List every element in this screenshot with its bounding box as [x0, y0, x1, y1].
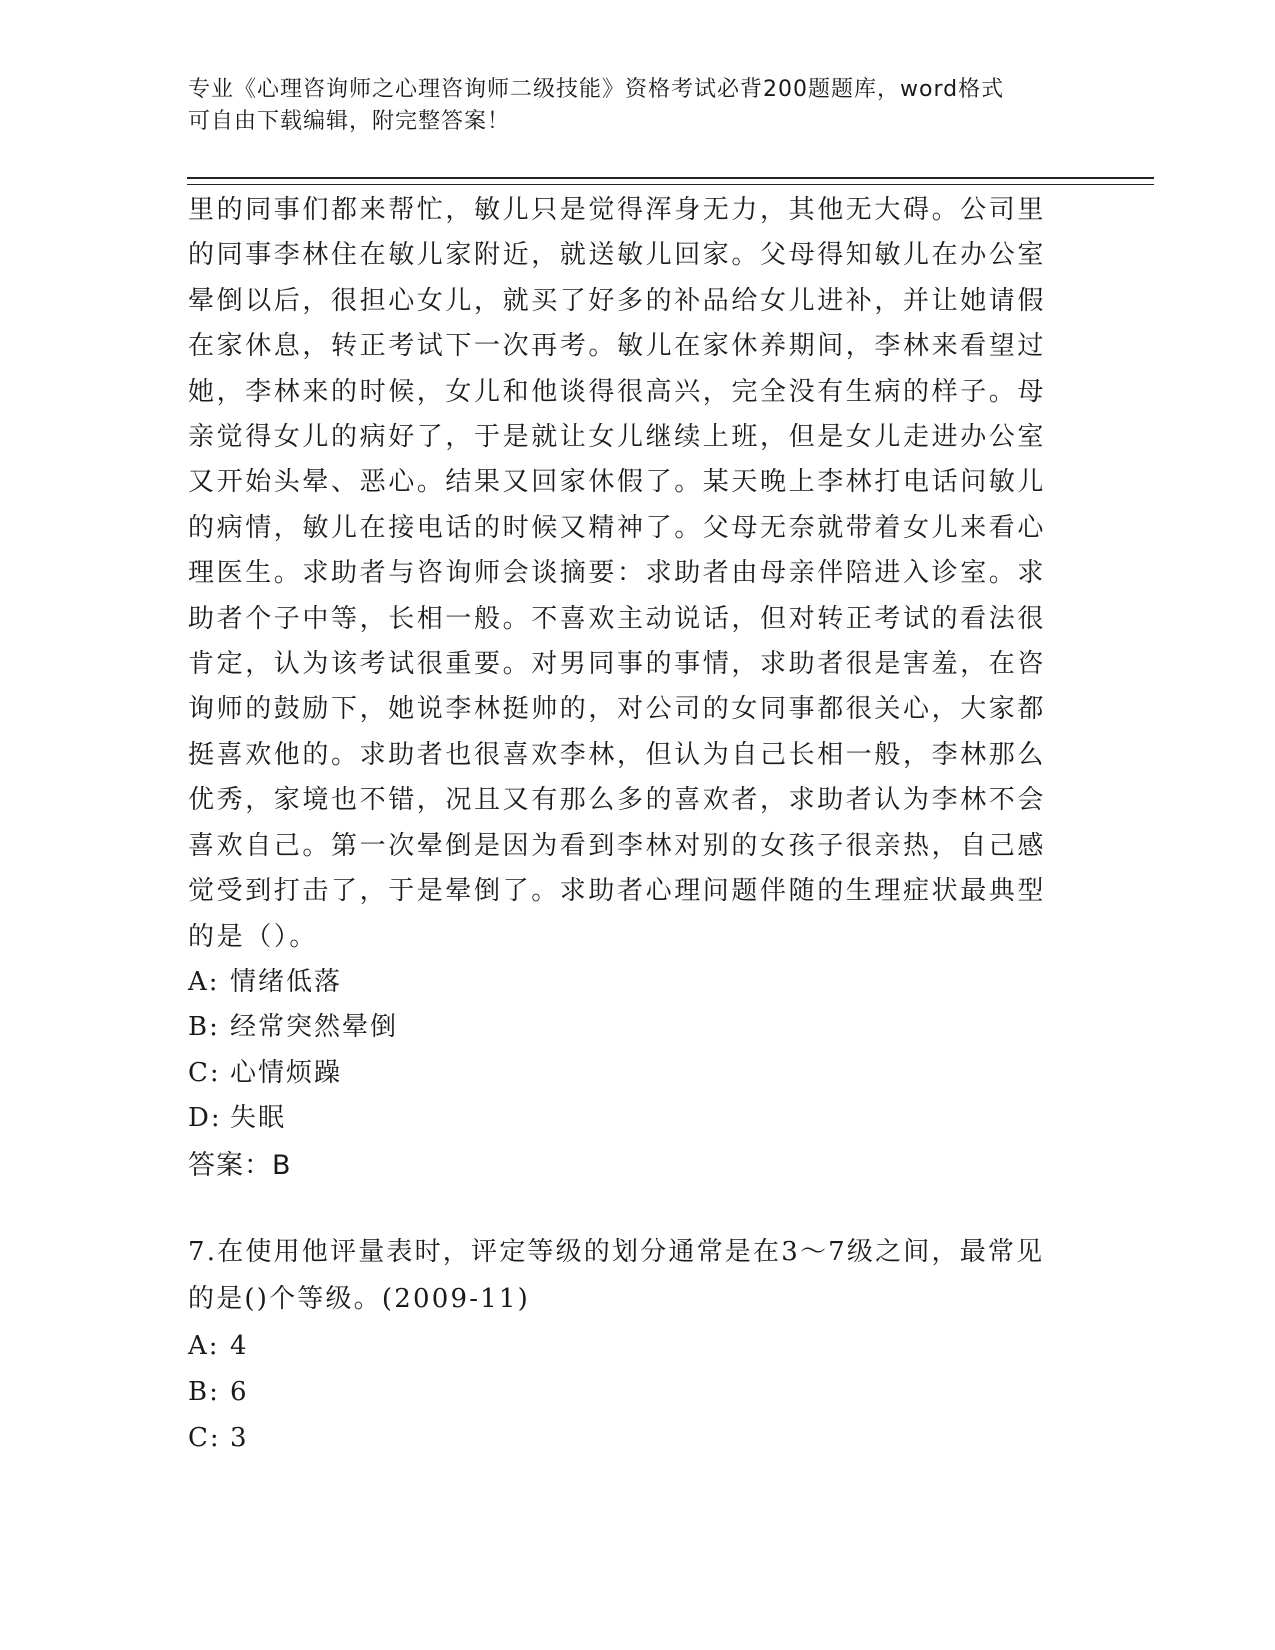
header-line-2: 可自由下载编辑，附完整答案！: [188, 109, 511, 134]
question-6-options: [188, 960, 1068, 1142]
option-text: 失眠: [230, 1103, 287, 1134]
option-text: 6: [230, 1376, 249, 1407]
question-7-text: 7.在使用他评量表时，评定等级的划分通常是在3～7级之间，最常见的是()个等级。(2009-11): [188, 1236, 1045, 1314]
question-7-options: [188, 1323, 1068, 1461]
option-letter: B:: [188, 1376, 220, 1407]
option-letter: B:: [188, 1012, 220, 1043]
option-text: 经常突然晕倒: [230, 1012, 399, 1043]
header-divider-thin: [187, 184, 1154, 185]
page-header: [188, 74, 1068, 138]
header-divider-thick: [187, 177, 1154, 179]
option-text: 情绪低落: [230, 966, 343, 997]
option-text: 心情烦躁: [230, 1057, 343, 1088]
question-6: [188, 188, 1068, 1189]
option-a: [188, 960, 1068, 1005]
document-body: [188, 188, 1068, 1461]
option-b: [188, 1369, 1068, 1415]
option-letter: A:: [188, 966, 220, 997]
option-letter: C:: [188, 1057, 221, 1088]
option-d: [188, 1096, 1068, 1141]
option-text: 4: [230, 1330, 249, 1361]
option-c: [188, 1051, 1068, 1096]
header-line-1: 专业《心理咨询师之心理咨询师二级技能》资格考试必背200题题库，word格式: [188, 77, 1005, 102]
option-c: [188, 1415, 1068, 1461]
option-text: 3: [230, 1422, 249, 1453]
option-letter: A:: [188, 1330, 220, 1361]
option-b: [188, 1005, 1068, 1050]
question-6-passage: 里的同事们都来帮忙，敏儿只是觉得浑身无力，其他无大碍。公司里的同事李林住在敏儿家附近，就送敏儿回家。父母得知敏儿在办公室晕倒以后，很担心女儿，就买了好多的补品给女儿进补，并让她请假在家休息，转正考试下一次再考。敏儿在家休养期间，李林来看望过她，李林来的时候，女儿和他谈得很高兴，完全没有生病的样子。母亲觉得女儿的病好了，于是就让女儿继续上班，但是女儿走进办公室又开始头晕、恶心。结果又回家休假了。某天晚上李林打电话问敏儿的病情，敏儿在接电话的时候又精神了。父母无奈就带着女儿来看心理医生。求助者与咨询师会谈摘要：求助者由母亲伴陪进入诊室。求助者个子中等，长相一般。不喜欢主动说话，但对转正考试的看法很肯定，认为该考试很重要。对男同事的事情，求助者很是害羞，在咨询师的鼓励下，她说李林挺帅的，对公司的女同事都很关心，大家都挺喜欢他的。求助者也很喜欢李林，但认为自己长相一般，李林那么优秀，家境也不错，况且又有那么多的喜欢者，求助者认为李林不会喜欢自己。第一次晕倒是因为看到李林对别的女孩子很亲热，自己感觉受到打击了，于是晕倒了。求助者心理问题伴随的生理症状最典型的是（）。: [188, 195, 1047, 952]
option-letter: D:: [188, 1103, 222, 1134]
question-7: [188, 1229, 1068, 1461]
question-6-answer: 答案：B: [188, 1149, 292, 1181]
option-a: [188, 1323, 1068, 1369]
option-letter: C:: [188, 1422, 221, 1453]
